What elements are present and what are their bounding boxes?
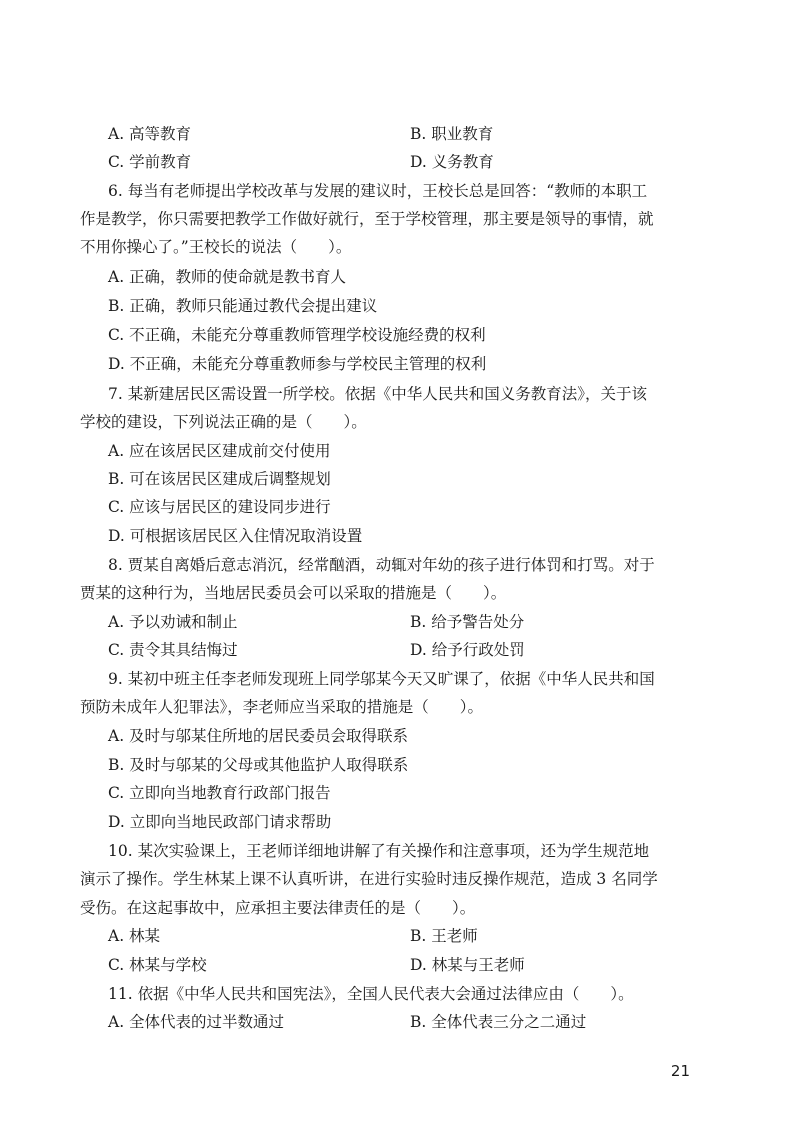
q6-option-b-row (0, 292, 800, 320)
q7-option-b: B. 可在该居民区建成后调整规划 (108, 470, 331, 488)
q9-option-a-row (0, 722, 800, 750)
q6-stem-line-1 (0, 177, 800, 205)
q6-option-d: D. 不正确，未能充分尊重教师参与学校民主管理的权利 (108, 355, 487, 373)
q8-options-row-2 (0, 636, 800, 664)
q8-stem-text-2: 贾某的这种行为，当地居民委员会可以采取的措施是（ ）。 (80, 584, 507, 602)
q8-option-d: D. 给予行政处罚 (410, 641, 525, 659)
q8-option-b: B. 给予警告处分 (410, 613, 525, 631)
q6-option-b: B. 正确，教师只能通过教代会提出建议 (108, 297, 378, 315)
q10-option-b: B. 王老师 (410, 927, 478, 945)
q8-stem-text-1: 8. 贾某自离婚后意志消沉，经常酗酒，动辄对年幼的孩子进行体罚和打骂。对于 (108, 556, 655, 574)
q7-option-a: A. 应在该居民区建成前交付使用 (108, 442, 331, 460)
q8-stem-line-2 (0, 579, 800, 607)
q6-stem-text-3: 不用你操心了。”王校长的说法（ ）。 (80, 238, 352, 256)
q10-options-row-2 (0, 951, 800, 979)
q9-option-d: D. 立即向当地民政部门请求帮助 (108, 813, 332, 831)
q9-stem-line-2 (0, 693, 800, 721)
q9-option-b: B. 及时与邬某的父母或其他监护人取得联系 (108, 756, 409, 774)
q7-option-b-row (0, 465, 800, 493)
q5-option-b: B. 职业教育 (410, 125, 494, 143)
q10-option-a: A. 林某 (108, 927, 161, 945)
q7-stem-text-2: 学校的建设，下列说法正确的是（ ）。 (80, 413, 367, 431)
q6-option-c: C. 不正确，未能充分尊重教师管理学校设施经费的权利 (108, 326, 486, 344)
q9-stem-text-2: 预防未成年人犯罪法》，李老师应当采取的措施是（ ）。 (80, 698, 484, 716)
q10-stem-text-1: 10. 某次实验课上，王老师详细地讲解了有关操作和注意事项，还为学生规范地 (108, 842, 650, 860)
q9-option-c: C. 立即向当地教育行政部门报告 (108, 784, 331, 802)
q6-stem-text-1: 6. 每当有老师提出学校改革与发展的建议时，王校长总是回答：“教师的本职工 (108, 182, 648, 200)
q8-options-row-1 (0, 608, 800, 636)
q6-option-c-row (0, 321, 800, 349)
q10-stem-text-3: 受伤。在这起事故中，应承担主要法律责任的是（ ）。 (80, 899, 476, 917)
q10-stem-line-1 (0, 837, 800, 865)
q7-stem-line-1 (0, 380, 800, 408)
q5-options-row-2 (0, 148, 800, 176)
q9-stem-text-1: 9. 某初中班主任李老师发现班上同学邬某今天又旷课了，依据《中华人民共和国 (108, 670, 655, 688)
q6-option-a: A. 正确，教师的使命就是教书育人 (108, 268, 347, 286)
q7-option-c: C. 应该与居民区的建设同步进行 (108, 498, 331, 516)
q9-option-c-row (0, 779, 800, 807)
q8-option-c: C. 责令其具结悔过 (108, 641, 238, 659)
q7-option-d: D. 可根据该居民区入住情况取消设置 (108, 527, 363, 545)
q6-stem-text-2: 作是教学，你只需要把教学工作做好就行，至于学校管理，那主要是领导的事情，就 (80, 210, 654, 228)
q7-stem-line-2 (0, 408, 800, 436)
q10-stem-line-3 (0, 894, 800, 922)
q6-option-a-row (0, 263, 800, 291)
q5-option-c: C. 学前教育 (108, 153, 192, 171)
q11-stem-text-1: 11. 依据《中华人民共和国宪法》，全国人民代表大会通过法律应由（ ）。 (108, 985, 634, 1003)
q11-option-b: B. 全体代表三分之二通过 (410, 1013, 587, 1031)
q7-option-a-row (0, 437, 800, 465)
q8-option-a: A. 予以劝诫和制止 (108, 613, 238, 631)
q7-option-c-row (0, 493, 800, 521)
q5-option-d: D. 义务教育 (410, 153, 494, 171)
q9-option-b-row (0, 751, 800, 779)
q9-option-a: A. 及时与邬某住所地的居民委员会取得联系 (108, 727, 409, 745)
q11-option-a: A. 全体代表的过半数通过 (108, 1013, 285, 1031)
q10-option-c: C. 林某与学校 (108, 956, 207, 974)
q7-stem-text-1: 7. 某新建居民区需设置一所学校。依据《中华人民共和国义务教育法》，关于该 (108, 385, 647, 403)
q11-stem-line-1 (0, 980, 800, 1008)
q5-options-row-1 (0, 120, 800, 148)
q7-option-d-row (0, 522, 800, 550)
q10-options-row-1 (0, 922, 800, 950)
q9-stem-line-1 (0, 665, 800, 693)
page-number: 21 (670, 1062, 690, 1080)
q6-stem-line-3 (0, 233, 800, 261)
q6-stem-line-2 (0, 205, 800, 233)
q10-stem-line-2 (0, 865, 800, 893)
q11-options-row-1 (0, 1008, 800, 1036)
q6-option-d-row (0, 350, 800, 378)
q10-stem-text-2: 演示了操作。学生林某上课不认真听讲，在进行实验时违反操作规范，造成 3 名同学 (80, 870, 658, 888)
q9-option-d-row (0, 808, 800, 836)
q10-option-d: D. 林某与王老师 (410, 956, 525, 974)
q8-stem-line-1 (0, 551, 800, 579)
q5-option-a: A. 高等教育 (108, 125, 192, 143)
